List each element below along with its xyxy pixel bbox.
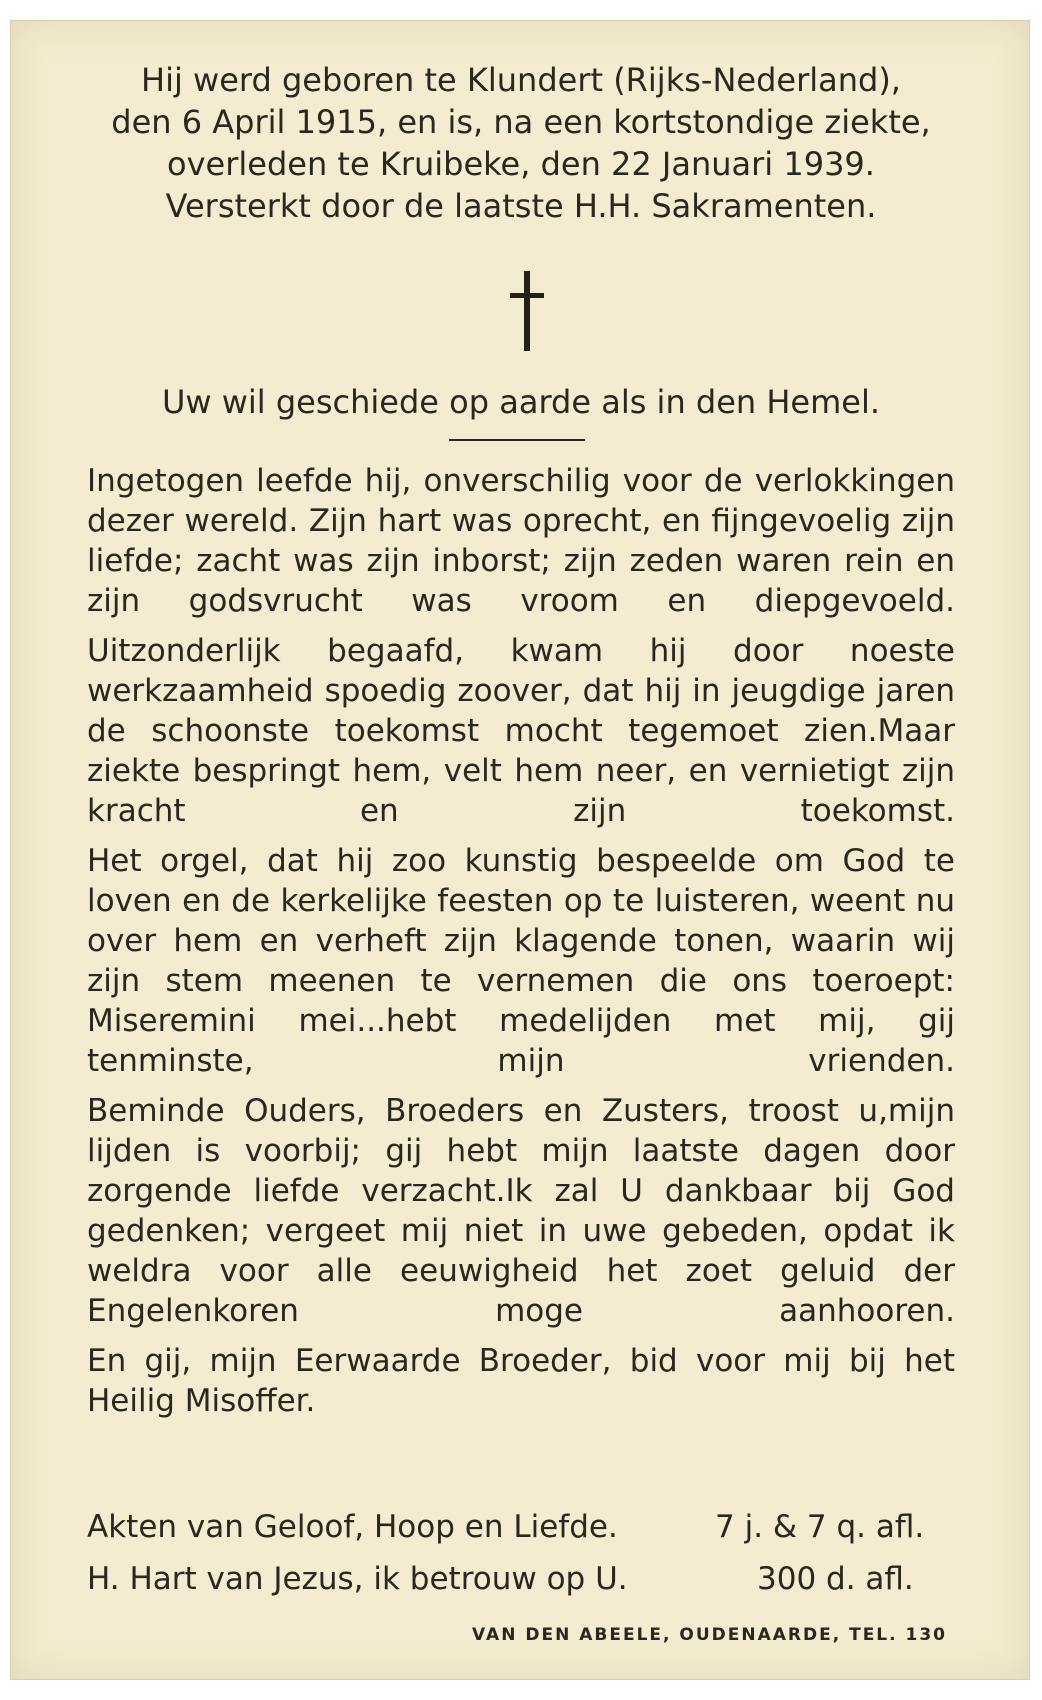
paragraph: Uitzonderlijk begaafd, kwam hij door noeste werkzaamheid spoedig zoover, dat hij in jeugdige jaren de schoonste toekomst mocht tegemoet zien.Maar ziekte bespringt hem, velt hem neer, en vernietigt zijn kracht en zijn toekomst. — [87, 633, 955, 829]
memorial-card — [10, 20, 1030, 1680]
divider — [449, 439, 585, 441]
intro-line: den 6 April 1915, en is, na een kortstondige ziekte, — [111, 103, 931, 141]
paragraph: Het orgel, dat hij zoo kunstig bespeelde om God te loven en de kerkelijke feesten op te luisteren, weent nu over hem en verheft zijn klagende tonen, waarin wij zijn stem meenen te vernemen die ons toeroept: Miseremini mei...hebt medelijden met mij, gij tenminste, mijn vrienden. — [87, 843, 955, 1079]
indulgences — [87, 1501, 955, 1605]
indulgence-row — [87, 1501, 955, 1553]
paragraph: Ingetogen leefde hij, onverschilig voor de verlokkingen dezer wereld. Zijn hart was oprecht, en fijngevoelig zijn liefde; zacht was zijn inborst; zijn zeden waren rein en zijn godsvrucht was vroom en diepgevoeld. — [87, 463, 955, 619]
printer-imprint: VAN DEN ABEELE, OUDENAARDE, TEL. 130 — [472, 1625, 947, 1645]
indulgence-prayer: H. Hart van Jezus, ik betrouw op U. — [87, 1561, 628, 1597]
cross-icon — [502, 271, 552, 351]
indulgence-prayer: Akten van Geloof, Hoop en Liefde. — [87, 1509, 618, 1545]
paragraph: Beminde Ouders, Broeders en Zusters, troost u,mijn lijden is voorbij; gij hebt mijn laatste dagen door zorgende liefde verzacht.Ik zal U dankbaar bij God gedenken; vergeet mij niet in uwe gebeden, opdat ik weldra voor alle eeuwigheid het zoet geluid der Engelenkoren moge aanhooren. — [87, 1093, 955, 1329]
indulgence-row — [87, 1553, 955, 1605]
indulgence-value: 300 d. afl. — [757, 1561, 914, 1597]
birth-death-announcement — [51, 59, 991, 227]
intro-line: Versterkt door de laatste H.H. Sakramenten. — [165, 187, 877, 225]
memorial-text — [87, 461, 955, 1431]
indulgence-value: 7 j. & 7 q. afl. — [715, 1509, 925, 1545]
intro-line: overleden te Kruibeke, den 22 Januari 1939. — [167, 145, 875, 183]
intro-line: Hij werd geboren te Klundert (Rijks-Nederland), — [141, 61, 901, 99]
motto: Uw wil geschiede op aarde als in den Hemel. — [161, 383, 881, 421]
paragraph: En gij, mijn Eerwaarde Broeder, bid voor mij bij het Heilig Misoffer. — [87, 1343, 955, 1419]
